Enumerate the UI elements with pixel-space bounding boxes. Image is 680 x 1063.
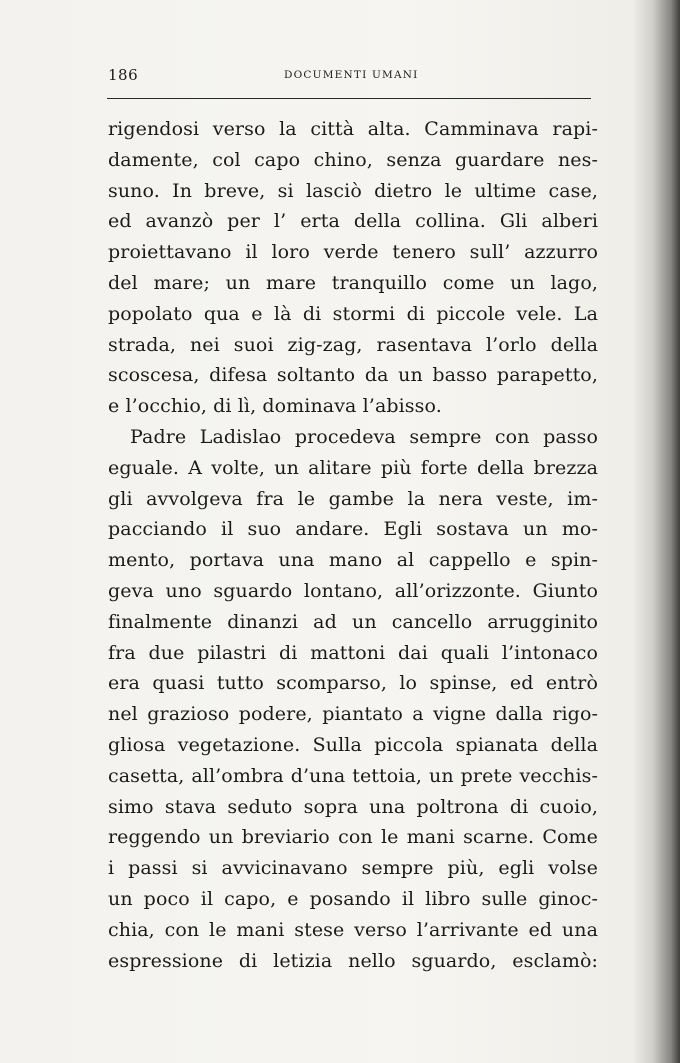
- page-number: 186: [108, 66, 139, 84]
- text-line: era quasi tutto scomparso, lo spinse, ed entrò: [108, 672, 598, 695]
- text-line: reggendo un breviario con le mani scarne. Come: [108, 826, 598, 849]
- text-line: rigendosi verso la città alta. Camminava rapi-: [108, 118, 598, 140]
- text-line: fra due pilastri di mattoni dai quali l’intonaco: [108, 641, 598, 664]
- text-line: strada, nei suoi zig-zag, rasentava l’orlo della: [108, 333, 598, 356]
- text-line: simo stava seduto sopra una poltrona di cuoio,: [108, 795, 598, 818]
- text-line: gliosa vegetazione. Sulla piccola spianata della: [108, 733, 598, 756]
- text-line: proiettavano il loro verde tenero sull’ azzurro: [108, 241, 598, 264]
- text-line-paragraph-start: Padre Ladislao procedeva sempre con passo: [130, 425, 598, 448]
- running-head: [108, 66, 590, 90]
- text-line: espressione di letizia nello sguardo, esclamò:: [108, 949, 598, 972]
- text-line: un poco il capo, e posando il libro sulle ginoc-: [108, 887, 598, 910]
- text-line: finalmente dinanzi ad un cancello arrugginito: [108, 610, 598, 633]
- text-line: suno. In breve, si lasciò dietro le ultime case,: [108, 179, 598, 202]
- page-binding-edge: [670, 0, 680, 1063]
- text-line: pacciando il suo andare. Egli sostava un mo-: [108, 518, 598, 541]
- text-line: damente, col capo chino, senza guardare nes-: [108, 148, 598, 171]
- text-line: gli avvolgeva fra le gambe la nera veste, im-: [108, 487, 598, 510]
- text-line: i passi si avvicinavano sempre più, egli volse: [108, 857, 598, 880]
- text-line: eguale. A volte, un alitare più forte della brezza: [108, 456, 598, 479]
- body-text: [108, 114, 598, 976]
- text-line: scoscesa, difesa soltanto da un basso parapetto,: [108, 364, 598, 387]
- text-line: e l’occhio, di lì, dominava l’abisso.: [108, 395, 442, 418]
- text-line: geva uno sguardo lontano, all’orizzonte. Giunto: [108, 579, 598, 602]
- text-line: mento, portava una mano al cappello e spin-: [108, 549, 598, 572]
- text-line: del mare; un mare tranquillo come un lago,: [108, 271, 598, 294]
- text-line: chia, con le mani stese verso l’arrivante ed una: [108, 918, 598, 941]
- text-line: nel grazioso podere, piantato a vigne dalla rigo-: [108, 703, 598, 726]
- running-title: DOCUMENTI UMANI: [284, 69, 419, 81]
- header-rule: [107, 98, 591, 99]
- text-line: casetta, all’ombra d’una tettoia, un prete vecchis-: [108, 764, 598, 787]
- text-line: popolato qua e là di stormi di piccole vele. La: [108, 302, 598, 325]
- text-line: ed avanzò per l’ erta della collina. Gli alberi: [108, 210, 598, 233]
